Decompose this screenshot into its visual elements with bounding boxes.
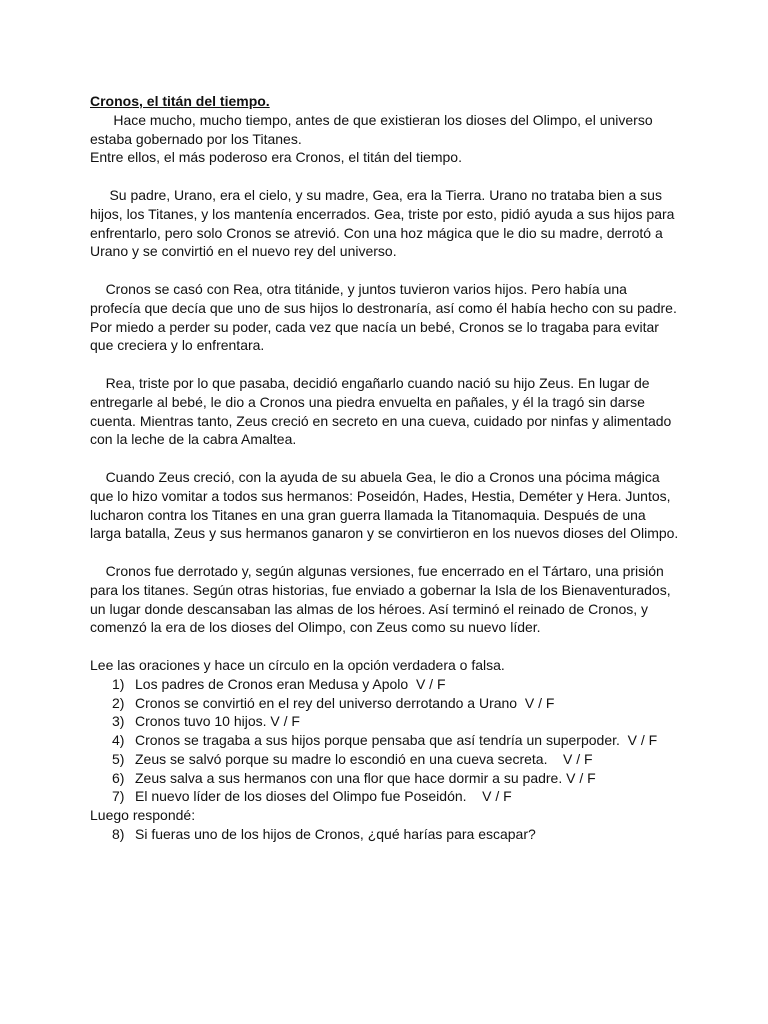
paragraph-rea: Cronos se casó con Rea, otra titánide, y juntos tuvieron varios hijos. Pero había una profecía que decía que uno de sus hijos lo destronaría, así como él había hecho con su padre. Por miedo a perder su poder, cada vez que nacía un bebé, Cronos se lo tragaba para evitar que creciera y lo enfrentara.: [90, 280, 681, 354]
question-text: Cronos tuvo 10 hijos. V / F: [135, 713, 300, 730]
paragraph-spacer: [90, 355, 690, 374]
intro-line-1: Hace mucho, mucho tiempo, antes de que existieran los dioses del Olimpo, el universo: [90, 111, 653, 128]
paragraph-spacer: [90, 261, 690, 280]
document-title: Cronos, el titán del tiempo.: [90, 93, 270, 109]
intro-line-2: estaba gobernado por los Titanes.: [90, 130, 302, 147]
question-number: 3): [112, 713, 125, 730]
followup-label: Luego respondé:: [90, 807, 196, 824]
question-text: Si fueras uno de los hijos de Cronos, ¿qué harías para escapar?: [135, 826, 536, 843]
question-text: Zeus se salvó porque su madre lo escondió en una cueva secreta. V / F: [135, 750, 593, 767]
question-number: 4): [112, 732, 125, 749]
question-text: Cronos se tragaba a sus hijos porque pensaba que así tendría un superpoder. V / F: [135, 732, 658, 749]
list-item: [90, 750, 690, 769]
paragraph-zeus-birth: Rea, triste por lo que pasaba, decidió engañarlo cuando nació su hijo Zeus. En lugar de entregarle al bebé, le dio a Cronos una piedra envuelta en pañales, y él la tragó sin darse cuenta. Mientras tanto, Zeus creció en secreto en una cueva, cuidado por ninfas y alimentado con la leche de la cabra Amaltea.: [90, 374, 676, 448]
list-item: [90, 787, 690, 806]
paragraph-spacer: [90, 449, 690, 468]
paragraph-spacer: [90, 637, 690, 656]
list-item: [90, 675, 690, 694]
list-item: [90, 825, 690, 844]
instructions: Lee las oraciones y hace un círculo en la opción verdadera o falsa.: [90, 656, 505, 673]
question-number: 2): [112, 694, 125, 711]
question-number: 6): [112, 769, 125, 786]
question-list: [90, 675, 690, 807]
list-item: [90, 731, 690, 750]
list-item: [90, 769, 690, 788]
document-body: [90, 92, 690, 844]
paragraph-titanomaquia: Cuando Zeus creció, con la ayuda de su abuela Gea, le dio a Cronos una pócima mágica que lo hizo vomitar a todos sus hermanos: Poseidón, Hades, Hestia, Deméter y Hera. Juntos, lucharon contra los Titanes en una gran guerra llamada la Titanomaquia. Después de una larga batalla, Zeus y sus hermanos ganaron y se convirtieron en los nuevos dioses del Olimpo.: [90, 468, 679, 542]
paragraph-spacer: [90, 167, 690, 186]
open-question-list: [90, 825, 690, 844]
question-text: Los padres de Cronos eran Medusa y Apolo V / F: [135, 675, 446, 692]
paragraph-spacer: [90, 543, 690, 562]
question-number: 5): [112, 750, 125, 767]
paragraph-urano: Su padre, Urano, era el cielo, y su madre, Gea, era la Tierra. Urano no trataba bien a sus hijos, los Titanes, y los mantenía encerrados. Gea, triste por esto, pidió ayuda a sus hijos para enfrentarlo, pero solo Cronos se atrevió. Con una hoz mágica que le dio su madre, derrotó a Urano y se convirtió en el nuevo rey del universo.: [90, 186, 679, 260]
paragraph-tartaro: Cronos fue derrotado y, según algunas versiones, fue encerrado en el Tártaro, una prisión para los titanes. Según otras historias, fue enviado a gobernar la Isla de los Bienaventurados, un lugar donde descansaban las almas de los héroes. Así terminó el reinado de Cronos, y comenzó la era de los dioses del Olimpo, con Zeus como su nuevo líder.: [90, 562, 675, 636]
question-number: 7): [112, 788, 125, 805]
question-text: Zeus salva a sus hermanos con una flor que hace dormir a su padre. V / F: [135, 769, 596, 786]
question-number: 1): [112, 675, 125, 692]
question-number: 8): [112, 826, 125, 843]
question-text: El nuevo líder de los dioses del Olimpo fue Poseidón. V / F: [135, 788, 512, 805]
question-text: Cronos se convirtió en el rey del universo derrotando a Urano V / F: [135, 694, 555, 711]
list-item: [90, 694, 690, 713]
intro-line-3: Entre ellos, el más poderoso era Cronos, el titán del tiempo.: [90, 149, 462, 166]
list-item: [90, 712, 690, 731]
